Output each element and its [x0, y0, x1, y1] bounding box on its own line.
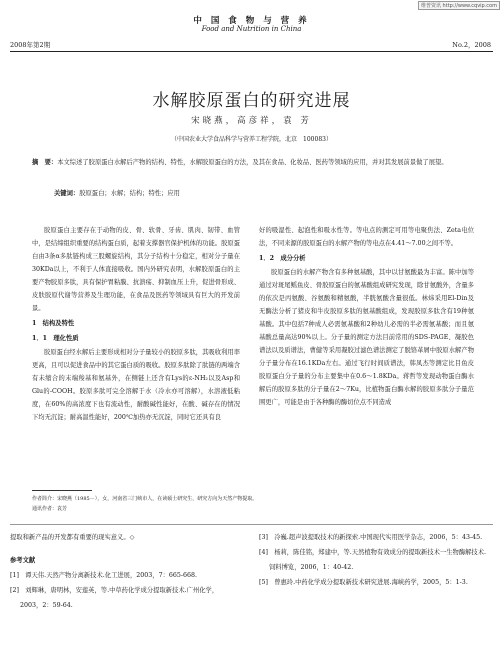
bottom-right-column: [259, 530, 491, 590]
body-left-column: [32, 224, 240, 424]
issue-right: No.2，2008: [452, 41, 491, 49]
keywords-text: 胶原蛋白；水解；结构；特性；应用: [79, 190, 180, 197]
affiliation: （中国农业大学食品科学与营养工程学院，北京 100083）: [171, 136, 332, 143]
section-1-2-paragraph: 胶原蛋白的水解产物含有多种氨基酸，其中以甘氨酸最为丰富。陈中加等通过对斑尾鳐鱼皮、骨胶原蛋白的氨基酸组成研究发现，除甘氨酸外，含量多的依次是丙氨酸、谷氨酸和精氨酸，半胱氨酸含量很低。林炜采用El-Din及无酶法分析了猪皮和牛皮胶原多肽的氨基酸组成，发现胶原多肽含有19种氨基酸。其中包括7种成人必需氨基酸和2种幼儿必需的半必需氨基酸；而且氨基酸总量高达90%以上。分子量的测定方法目前常用的SDS-PAGE、凝胶色谱法以及质谱法，曹健等采用凝胶过滤色谱法测定了脱铬革屑中胶原水解产物分子量分布在16.1KDa左右。通过飞行时间质谱法，韩凤杰等测定比目鱼皮胶原蛋白分子量的分布主要集中在0.6～1.8KDa。蒋哲等发现动物蛋白酶水解后的胶原多肽的分子量在2～7Ku，比植物蛋白酶水解的胶原多肽分子量范围更广，可能是由于各种酶的酶切位点不同造成: [259, 269, 474, 406]
issue-left: 2008年第2期: [10, 41, 51, 49]
abstract: [32, 157, 477, 169]
reference-item: [5] 曾惠玲.中药化学成分提取新技术研究进展.海峡药学，2005，5：1-3.: [259, 579, 468, 586]
keywords-label: 关键词：: [54, 190, 80, 197]
section-1-1-paragraph: 胶原蛋白经水解后主要形成相对分子量较小的胶原多肽，其吸收利用率更高，且可以促进食品中的其它蛋白质的吸收。胶原多肽除了肽链的两端含有未缩合的末端羧基和氨基外，在侧链上还含有Lys的ε-NH₂以及Asp和Glu的-COOH。胶原多肽可完全溶解于水（冷水亦可溶解），水溶液低粘度，在60%的高浓度下也有流动性，耐酸碱性能好，在酸、碱存在的情况下均无沉淀；耐高温性能好，200℃加热亦无沉淀，同时它还具有良: [32, 349, 240, 421]
section-heading-1-1: 1．1 理化性质: [32, 335, 79, 342]
keywords: [54, 188, 474, 197]
intro-paragraph: 胶原蛋白主要存在于动物的皮、骨、软骨、牙齿、肌肉、韧带、血管中，是结缔组织重要的结构蛋白质，起着支撑器官保护机体的功能。胶原蛋白由3条α多肽链构成三股螺旋结构，其分子结构十分稳定，相对分子量在30KDa以上，不利于人体直接吸收。国内外研究表明，水解胶原蛋白的主要产物胶原多肽，具有保护胃粘膜、抗溃疡、抑制血压上升，促进骨形成、皮肤胶原代谢等营养及生理功能，在食品及医药等领域具有巨大的开发前景。: [32, 227, 240, 312]
abstract-text: 本文综述了胶原蛋白水解后产物的结构、特性，水解胶原蛋白的方法，及其在食品、化妆品、医药等领域的应用，并对其发展前景做了展望。: [57, 159, 448, 166]
abstract-label: 摘 要：: [32, 159, 58, 166]
reference-item: [1] 谭天伟.天然产物分离新技术.化工进展，2003，7：665-668.: [10, 572, 198, 579]
continuation-text: 提取和新产品的开发都有重要的现实意义。◇: [10, 534, 135, 541]
reference-item: [3] 冷巍.超声波提取技术的新探索.中国现代实用医学杂志，2006，5：43-45.: [259, 534, 483, 541]
section-heading-1-2: 1．2 成分分析: [259, 255, 306, 262]
footnote-author: 作者简介：宋晓燕（1985－），女，河南省三门峡市人，在读硕士研究生，研究方向为天然产物提取。: [32, 496, 258, 502]
footnote-contact: 通讯作者：袁芳: [32, 506, 68, 512]
body-right-column: [259, 224, 474, 409]
reference-item: [2] 刘辉琳，唐明林，安莲英，等.中草药化学成分提取新技术.广州化学，2003，2：59-64.: [10, 587, 219, 609]
page-break-rule: [10, 524, 493, 525]
bottom-left-column: [10, 530, 238, 613]
author-list: 宋晓燕，高彦祥，袁 芳: [191, 116, 312, 126]
footnote-rule: [32, 490, 92, 491]
reference-item: [4] 杨莉，陈佳铭，郑建中，等.天然植物有效成分的提取新技术一生物酶解技术.饲料博览，2006，1：40-42.: [259, 549, 487, 571]
continuation-paragraph: 好的吸湿性、起泡性和吸水性等。等电点的测定可用等电聚焦法、Zeta电位法，不同来源的胶原蛋白的水解产物的等电点在4.41～7.00之间不等。: [259, 227, 474, 247]
paper-title: 水解胶原蛋白的研究进展: [152, 91, 351, 111]
references-heading: 参考文献: [10, 557, 36, 564]
journal-name-en: Food and Nutrition in China: [201, 25, 302, 33]
header-rule: [10, 51, 493, 52]
section-heading-1: 1 结构及特性: [32, 320, 75, 327]
watermark: 维普资讯 http://www.cqvip.com: [418, 1, 500, 10]
journal-name: 中 国 食 物 与 营 养: [193, 16, 310, 26]
